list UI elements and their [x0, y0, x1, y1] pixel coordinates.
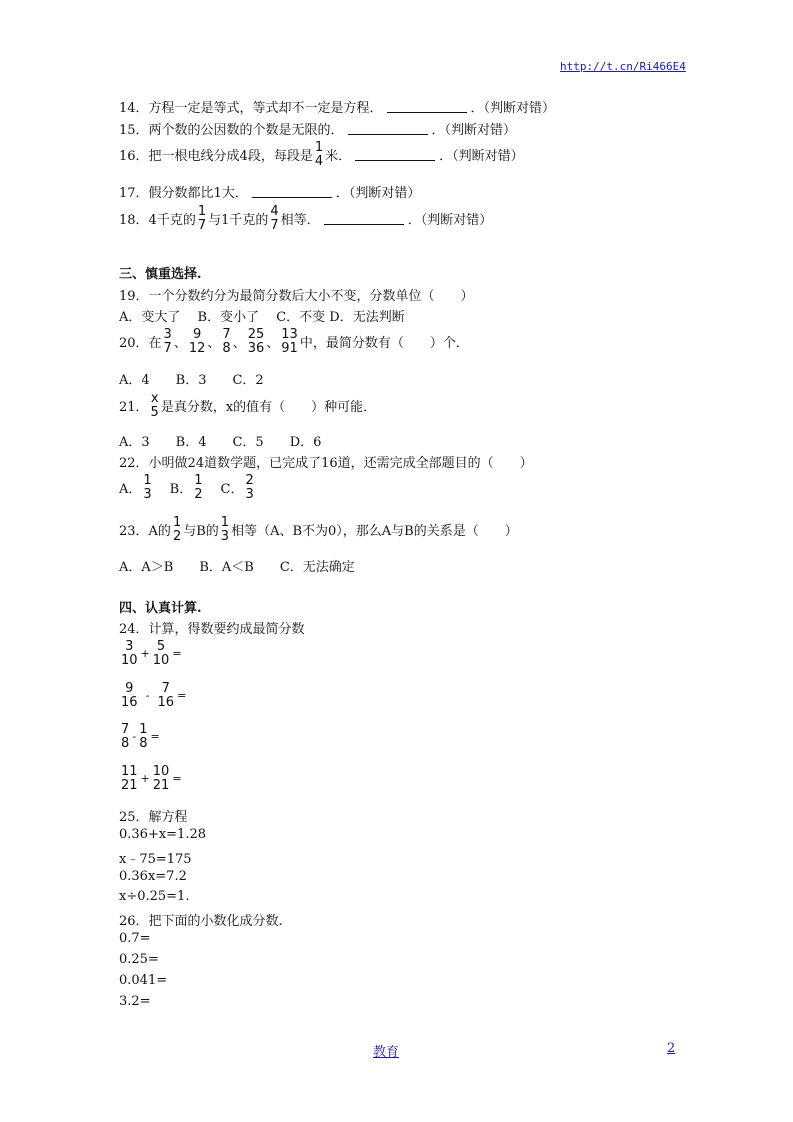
decimal-2: 0.25= [119, 952, 159, 967]
decimal-3: 0.041= [119, 973, 168, 988]
denominator: 4 [314, 154, 324, 169]
footer-link[interactable]: 教育 [373, 1045, 400, 1060]
fraction [244, 474, 254, 501]
fraction [120, 640, 139, 667]
denominator: 3 [245, 487, 254, 502]
numerator: 9 [125, 681, 134, 696]
question-19-options: A．变大了 B．变小了 C．不变 D．无法判断 [119, 310, 405, 325]
question-21 [119, 392, 376, 419]
denominator: 2 [194, 487, 203, 502]
question-17-text: 17．假分数都比1大． [119, 186, 248, 201]
separator: 、 [207, 336, 221, 351]
equation-3: 0.36x=7.2 [119, 869, 187, 884]
equation-2: x﹣75=175 [119, 852, 192, 867]
answer-blank-14[interactable] [387, 100, 467, 113]
question-16 [119, 141, 524, 168]
question-20-options: A．4 B．3 C．2 [119, 373, 264, 388]
separator: 、 [232, 336, 246, 351]
answer-blank-15[interactable] [348, 122, 428, 135]
operator: + [140, 772, 150, 785]
denominator: 3 [143, 487, 152, 502]
question-19: 19．一个分数约分为最简分数后大小不变，分数单位（ ） [119, 289, 474, 304]
numerator: 1 [139, 722, 148, 737]
denominator: 7 [270, 218, 279, 233]
numerator: 5 [156, 639, 166, 654]
answer-blank-16[interactable] [355, 148, 435, 161]
numerator: 10 [152, 764, 170, 779]
question-26: 26．把下面的小数化成分数. [119, 914, 283, 929]
equals-sign: = [172, 772, 182, 785]
answer-blank-17[interactable] [252, 185, 332, 198]
fraction [152, 765, 171, 792]
denominator: 7 [197, 218, 207, 233]
numerator: 1 [172, 515, 182, 530]
numerator: 7 [222, 327, 231, 342]
numerator: 1 [314, 140, 324, 155]
fraction [314, 141, 324, 168]
numerator: 25 [247, 327, 265, 342]
denominator: 36 [247, 341, 265, 356]
equation-4: x÷0.25=1. [119, 889, 190, 904]
question-17 [119, 182, 420, 201]
operator: + [140, 647, 150, 660]
question-23-options: A．A＞B B．A＜B C．无法确定 [119, 560, 355, 575]
question-15-text: 15．两个数的公因数的个数是无限的． [119, 123, 344, 138]
numerator: 1 [194, 473, 203, 488]
question-20 [119, 328, 469, 355]
separator: 、 [266, 336, 280, 351]
denominator: 21 [121, 778, 138, 793]
denominator: 16 [121, 695, 138, 710]
equation-1: 0.36+x=1.28 [119, 827, 207, 842]
denominator: 8 [139, 736, 148, 751]
page-number: 2 [667, 1041, 676, 1056]
question-15-suffix: ．（判断对错） [431, 123, 517, 138]
numerator: x [150, 391, 159, 406]
question-25: 25．解方程 [119, 810, 188, 825]
decimal-1: 0.7= [119, 931, 151, 946]
denominator: 8 [121, 736, 130, 751]
denominator: 21 [152, 778, 170, 793]
numerator: 9 [192, 327, 202, 342]
question-14-suffix: ．（判断对错） [470, 101, 556, 116]
fraction [138, 723, 148, 750]
fraction [220, 516, 230, 543]
question-23-text-b: 与B的 [183, 524, 219, 539]
question-23 [119, 516, 518, 543]
question-22-options [119, 474, 256, 501]
equals-sign: = [150, 730, 160, 743]
fraction [163, 328, 173, 355]
question-18-text-b: 与1千克的 [208, 213, 269, 228]
question-14-text: 14．方程一定是等式，等式却不一定是方程． [119, 101, 383, 116]
question-23-text-a: 23．A的 [119, 524, 171, 539]
decimal-4: 3.2= [119, 994, 151, 1009]
question-20-text: 20．在 [119, 336, 162, 351]
question-14 [119, 97, 555, 116]
calc-row-1 [119, 640, 183, 667]
denominator: 8 [222, 341, 231, 356]
question-18-text-a: 18．4千克的 [119, 213, 196, 228]
question-22: 22．小明做24道数学题，已完成了16道，还需完成全部题目的（ ） [119, 456, 533, 471]
question-16-suffix: ．（判断对错） [439, 149, 524, 164]
denominator: 5 [150, 405, 159, 420]
fraction [280, 328, 299, 355]
separator: 、 [173, 336, 187, 351]
numerator: 1 [143, 473, 152, 488]
numerator: 1 [197, 204, 207, 219]
fraction [120, 723, 130, 750]
fraction [197, 205, 207, 232]
denominator: 16 [157, 695, 175, 710]
question-24: 24．计算，得数要约成最简分数 [119, 622, 305, 637]
question-21-options: A．3 B．4 C．5 D．6 [119, 435, 322, 450]
question-15 [119, 119, 516, 138]
denominator: 10 [121, 653, 138, 668]
fraction [269, 205, 279, 232]
numerator: 11 [121, 764, 138, 779]
denominator: 10 [152, 653, 170, 668]
fraction [193, 474, 203, 501]
question-20-text-end: 中，最简分数有（ ）个． [299, 336, 469, 351]
question-18 [119, 205, 492, 232]
operator: - [145, 689, 150, 702]
numerator: 2 [245, 473, 254, 488]
question-18-suffix: ．（判断对错） [407, 213, 493, 228]
calc-row-2 [119, 682, 187, 709]
equals-sign: = [172, 647, 182, 660]
option-a-label: A． [119, 482, 142, 497]
fraction [188, 328, 207, 355]
option-c-label: C． [220, 482, 244, 497]
question-16-text: 16．把一根电线分成4段，每段是 [119, 149, 313, 164]
numerator: 4 [270, 204, 279, 219]
question-23-text-c: 相等（A、B不为0），那么A与B的关系是（ ） [231, 524, 518, 539]
fraction [247, 328, 266, 355]
fraction [221, 328, 231, 355]
section-4-title: 四、认真计算. [119, 601, 202, 616]
question-16-unit: 米． [325, 149, 352, 164]
calc-row-4 [119, 765, 183, 792]
question-21-number: 21． [119, 400, 149, 415]
calc-row-3 [119, 723, 161, 750]
question-18-text-c: 相等． [280, 213, 320, 228]
question-17-suffix: ．（判断对错） [335, 186, 421, 201]
fraction [120, 765, 139, 792]
denominator: 91 [281, 341, 298, 356]
numerator: 3 [125, 639, 134, 654]
option-b-label: B． [169, 482, 193, 497]
numerator: 13 [281, 327, 298, 342]
numerator: 3 [163, 327, 172, 342]
numerator: 1 [220, 515, 230, 530]
section-3-title: 三、慎重选择. [119, 267, 202, 282]
fraction [142, 474, 152, 501]
numerator: 7 [121, 722, 130, 737]
denominator: 12 [188, 341, 206, 356]
denominator: 7 [163, 341, 172, 356]
header-url-link[interactable]: http://t.cn/Ri466E4 [560, 60, 686, 73]
denominator: 2 [172, 529, 182, 544]
answer-blank-18[interactable] [324, 212, 404, 225]
fraction [120, 682, 139, 709]
fraction [150, 392, 160, 419]
fraction [152, 640, 171, 667]
question-21-text: 是真分数，x的值有（ ）种可能． [160, 400, 377, 415]
denominator: 3 [220, 529, 230, 544]
fraction [157, 682, 176, 709]
operator: - [132, 730, 137, 743]
numerator: 7 [161, 681, 170, 696]
equals-sign: = [177, 689, 187, 702]
fraction [172, 516, 182, 543]
